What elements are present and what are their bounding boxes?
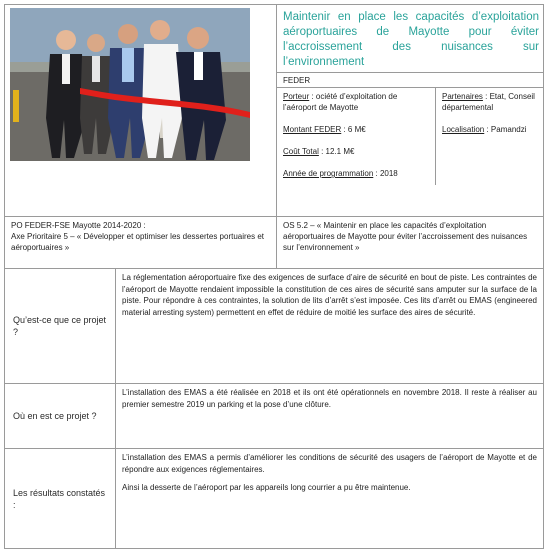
localisation-line [442, 124, 537, 135]
photo-illustration [10, 8, 250, 161]
program-row [5, 217, 544, 269]
project-sheet [4, 4, 543, 526]
annee-value: : 2018 [373, 169, 398, 178]
localisation-value: : Pamandzi [484, 125, 527, 134]
details-block [277, 88, 543, 185]
ribbon-cutting-photo [10, 8, 250, 161]
program-line-2: Axe Prioritaire 5 – « Développer et optimiser les dessertes portuaires et aéroportuaires » [11, 232, 265, 252]
section-body-status [116, 384, 544, 449]
info-cell [277, 5, 544, 217]
cout-value: : 12.1 M€ [318, 147, 355, 156]
photo-cell [5, 5, 277, 217]
montant-line [283, 124, 429, 135]
cout-line [283, 146, 429, 157]
program-left [5, 217, 277, 269]
partenaires-label: Partenaires [442, 92, 483, 101]
section-paragraph: Ainsi la desserte de l’aéroport par les appareils long courrier a pu être maintenue. [122, 483, 411, 493]
section-paragraph: L’installation des EMAS a été réalisée en 2018 et ils ont été opérationnels en novembre 2018. Il reste à réaliser au premier semestre 2019 un parking et la pose d’une clôture. [122, 388, 537, 409]
program-line-1: PO FEDER-FSE Mayotte 2014-2020 : [11, 221, 146, 230]
section-label-status: Où en est ce projet ? [5, 384, 116, 449]
project-title: Maintenir en place les capacités d’exploitation aéroportuaires de Mayotte pour éviter l’accroissement des nuisances sur l’environnement [283, 11, 539, 68]
section-paragraph: La réglementation aéroportuaire fixe des exigences de surface d’aire de sécurité en bout de piste. Les contraintes de l’aéroport de Mayotte rendaient impossible la constitution de ces aires de sécurité sans amputer sur la surface de la piste. Pour répondre à ces contraintes, la solution de lits d’arrêt s’est imposée. Ces lits d’arrêt ou EMAS (engineered material arresting system) permettent en effet de réduire de moitié les surface des aires de sécurité. [122, 273, 537, 317]
porteur-label: Porteur [283, 92, 310, 101]
details-left [277, 88, 436, 185]
section-row-what [5, 269, 544, 384]
details-right [436, 88, 543, 185]
project-table [4, 4, 544, 549]
section-label-what: Qu’est-ce que ce projet ? [5, 269, 116, 384]
montant-value: : 6 M€ [341, 125, 366, 134]
localisation-label: Localisation [442, 125, 485, 134]
annee-line [283, 168, 429, 179]
partenaires-value: : Etat, Conseil départemental [442, 92, 535, 112]
partenaires-line [442, 91, 537, 113]
section-row-status [5, 384, 544, 449]
fund-label: FEDER [277, 72, 543, 88]
montant-label: Montant FEDER [283, 125, 342, 134]
program-right: OS 5.2 – « Maintenir en place les capacités d’exploitation aéroportuaires de Mayotte pour éviter l’accroissement des nuisances sur l’environnement » [277, 217, 544, 269]
porteur-value: : ociété d’exploitation de l’aéroport de Mayotte [283, 92, 398, 112]
section-label-results: Les résultats constatés : [5, 449, 116, 549]
porteur-line [283, 91, 429, 113]
section-paragraph: L’installation des EMAS a permis d’améliorer les conditions de sécurité des usagers de l’aéroport de Mayotte et de répondre aux exigences réglementaires. [122, 453, 537, 474]
section-body-what [116, 269, 544, 384]
header-row [5, 5, 544, 217]
cout-label: Coût Total [283, 147, 319, 156]
section-body-results [116, 449, 544, 549]
annee-label: Année de programmation [283, 169, 374, 178]
section-row-results [5, 449, 544, 549]
